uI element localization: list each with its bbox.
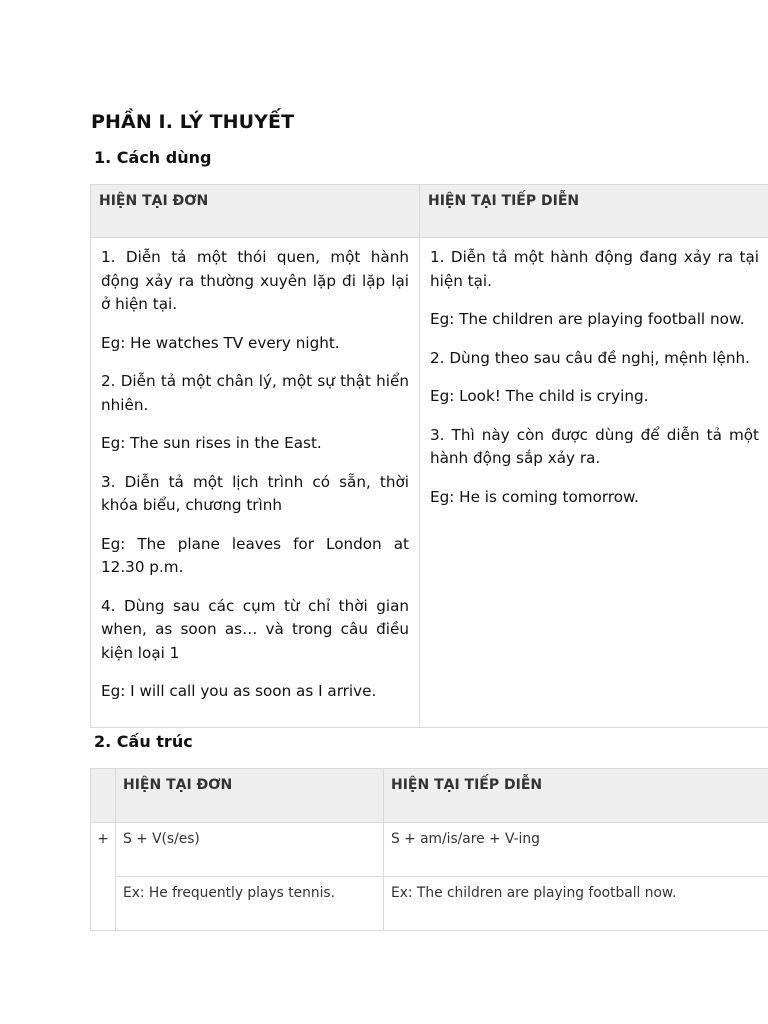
structure-simple-cell: Ex: He frequently plays tennis.	[116, 877, 384, 931]
usage-simple-item: 3. Diễn tả một lịch trình có sẵn, thời khóa biểu, chương trình	[101, 472, 409, 514]
section-heading-usage: 1. Cách dùng	[94, 148, 212, 167]
usage-cell-simple	[91, 238, 420, 728]
usage-simple-item: Eg: The sun rises in the East.	[101, 434, 322, 452]
usage-continuous-item: Eg: Look! The child is crying.	[430, 387, 649, 405]
usage-simple-item: 2. Diễn tả một chân lý, một sự thật hiển nhiên.	[101, 372, 409, 414]
usage-continuous-item: 1. Diễn tả một hành động đang xảy ra tại hiện tại.	[430, 248, 759, 290]
structure-simple-cell: S + V(s/es)	[116, 823, 384, 877]
structure-header-sign	[91, 769, 116, 823]
structure-table-header-row	[91, 769, 768, 823]
page-title: PHẦN I. LÝ THUYẾT	[91, 111, 295, 133]
structure-header-continuous: HIỆN TẠI TIẾP DIỄN	[384, 769, 768, 823]
usage-table-header-row	[91, 185, 768, 238]
structure-table-row	[91, 877, 768, 931]
usage-header-continuous: HIỆN TẠI TIẾP DIỄN	[420, 185, 768, 238]
structure-header-simple: HIỆN TẠI ĐƠN	[116, 769, 384, 823]
usage-continuous-item: Eg: He is coming tomorrow.	[430, 487, 639, 506]
section-heading-structure: 2. Cấu trúc	[94, 732, 193, 751]
usage-continuous-item: 3. Thì này còn được dùng để diễn tả một hành động sắp xảy ra.	[430, 425, 759, 467]
usage-continuous-item: Eg: The children are playing football now.	[430, 310, 745, 328]
usage-table-row	[91, 238, 768, 728]
structure-continuous-cell: Ex: The children are playing football now.	[384, 877, 768, 931]
usage-simple-item: 1. Diễn tả một thói quen, một hành động xảy ra thường xuyên lặp đi lặp lại ở hiện tại.	[101, 248, 409, 313]
structure-table	[90, 768, 768, 931]
usage-table	[90, 184, 768, 728]
usage-header-simple: HIỆN TẠI ĐƠN	[91, 185, 420, 238]
structure-table-row	[91, 823, 768, 877]
usage-simple-item: Eg: He watches TV every night.	[101, 333, 340, 352]
structure-sign-cell: +	[91, 823, 116, 931]
usage-simple-item: Eg: The plane leaves for London at 12.30 p.m.	[101, 534, 409, 576]
usage-simple-item: Eg: I will call you as soon as I arrive.	[101, 682, 377, 700]
usage-cell-continuous	[420, 238, 768, 728]
usage-simple-item: 4. Dùng sau các cụm từ chỉ thời gian when, as soon as… và trong câu điều kiện loại 1	[101, 596, 409, 662]
usage-continuous-item: 2. Dùng theo sau câu đề nghị, mệnh lệnh.	[430, 348, 750, 367]
structure-continuous-cell: S + am/is/are + V-ing	[384, 823, 768, 877]
